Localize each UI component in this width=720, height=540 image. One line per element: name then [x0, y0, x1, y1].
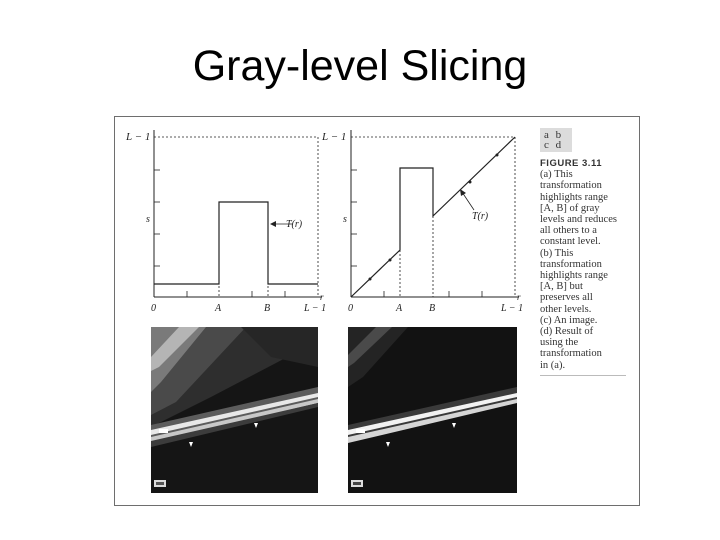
- plot-b-y-top-label: L − 1: [322, 131, 347, 143]
- photo-d-sliced-image: [348, 327, 517, 493]
- plot-a-curve-label: T(r): [286, 219, 303, 230]
- figure-caption: [540, 128, 636, 376]
- plot-a-y-ticks: [154, 170, 160, 266]
- plot-b-curve-label: T(r): [472, 211, 489, 222]
- plot-a-tick-B: B: [264, 303, 271, 314]
- plot-b-origin-label: 0: [348, 303, 353, 314]
- plot-a-pointer-arrowhead: [270, 221, 276, 227]
- plot-b-curve-pointer: [462, 192, 474, 210]
- caption-line: (a) This: [540, 169, 573, 181]
- caption-line: [A, B] but: [540, 281, 583, 293]
- plot-a-x-ticks: [187, 291, 285, 297]
- figure-number: FIGURE 3.11: [540, 158, 602, 169]
- caption-line: transformation: [540, 258, 602, 270]
- plot-b-tick-B: B: [429, 303, 436, 314]
- caption-line: preserves all: [540, 292, 593, 304]
- caption-rule: [540, 375, 626, 376]
- caption-line: (b) This: [540, 247, 574, 259]
- caption-line: transformation: [540, 180, 602, 192]
- plot-b-pointer-arrowhead: [460, 189, 466, 196]
- panel-letters: [540, 128, 572, 152]
- caption-line: in (a).: [540, 359, 566, 371]
- photo-d-render: [348, 327, 517, 493]
- caption-line: using the: [540, 337, 579, 349]
- panel-letters-row-top: a b: [544, 129, 564, 141]
- caption-line: other levels.: [540, 303, 592, 315]
- plot-a-transform-curve: [154, 202, 318, 284]
- plot-a-tick-A: A: [215, 303, 222, 314]
- plot-b-y-axis-label: s: [343, 214, 347, 225]
- plot-a-y-top-label: L − 1: [126, 131, 151, 143]
- plot-a-y-axis-label: s: [146, 214, 150, 225]
- plot-b-tick-A: A: [396, 303, 403, 314]
- plot-b-x-axis-label: r: [517, 292, 521, 302]
- plot-b: [321, 130, 523, 314]
- plot-b-y-ticks: [351, 170, 357, 266]
- panel-letters-row-bottom: c d: [544, 139, 564, 151]
- slide-title: Gray-level Slicing: [192, 42, 528, 90]
- plot-b-tick-end: L − 1: [501, 303, 524, 314]
- caption-line: (d) Result of: [540, 326, 594, 338]
- caption-line: constant level.: [540, 236, 601, 248]
- caption-line: transformation: [540, 348, 602, 360]
- plot-a-tick-end: L − 1: [304, 303, 327, 314]
- caption-line: (c) An image.: [540, 314, 598, 326]
- caption-line: [A, B] of gray: [540, 202, 600, 214]
- caption-line: highlights range: [540, 191, 608, 203]
- plot-a-x-axis-label: r: [320, 292, 324, 302]
- caption-line: all others to a: [540, 225, 597, 237]
- plot-a-origin-label: 0: [151, 303, 156, 314]
- photo-c-original-image: [151, 327, 318, 493]
- caption-line: highlights range: [540, 270, 608, 282]
- caption-line: levels and reduces: [540, 214, 617, 226]
- plot-a: [125, 130, 326, 314]
- photo-c-render: [151, 327, 318, 493]
